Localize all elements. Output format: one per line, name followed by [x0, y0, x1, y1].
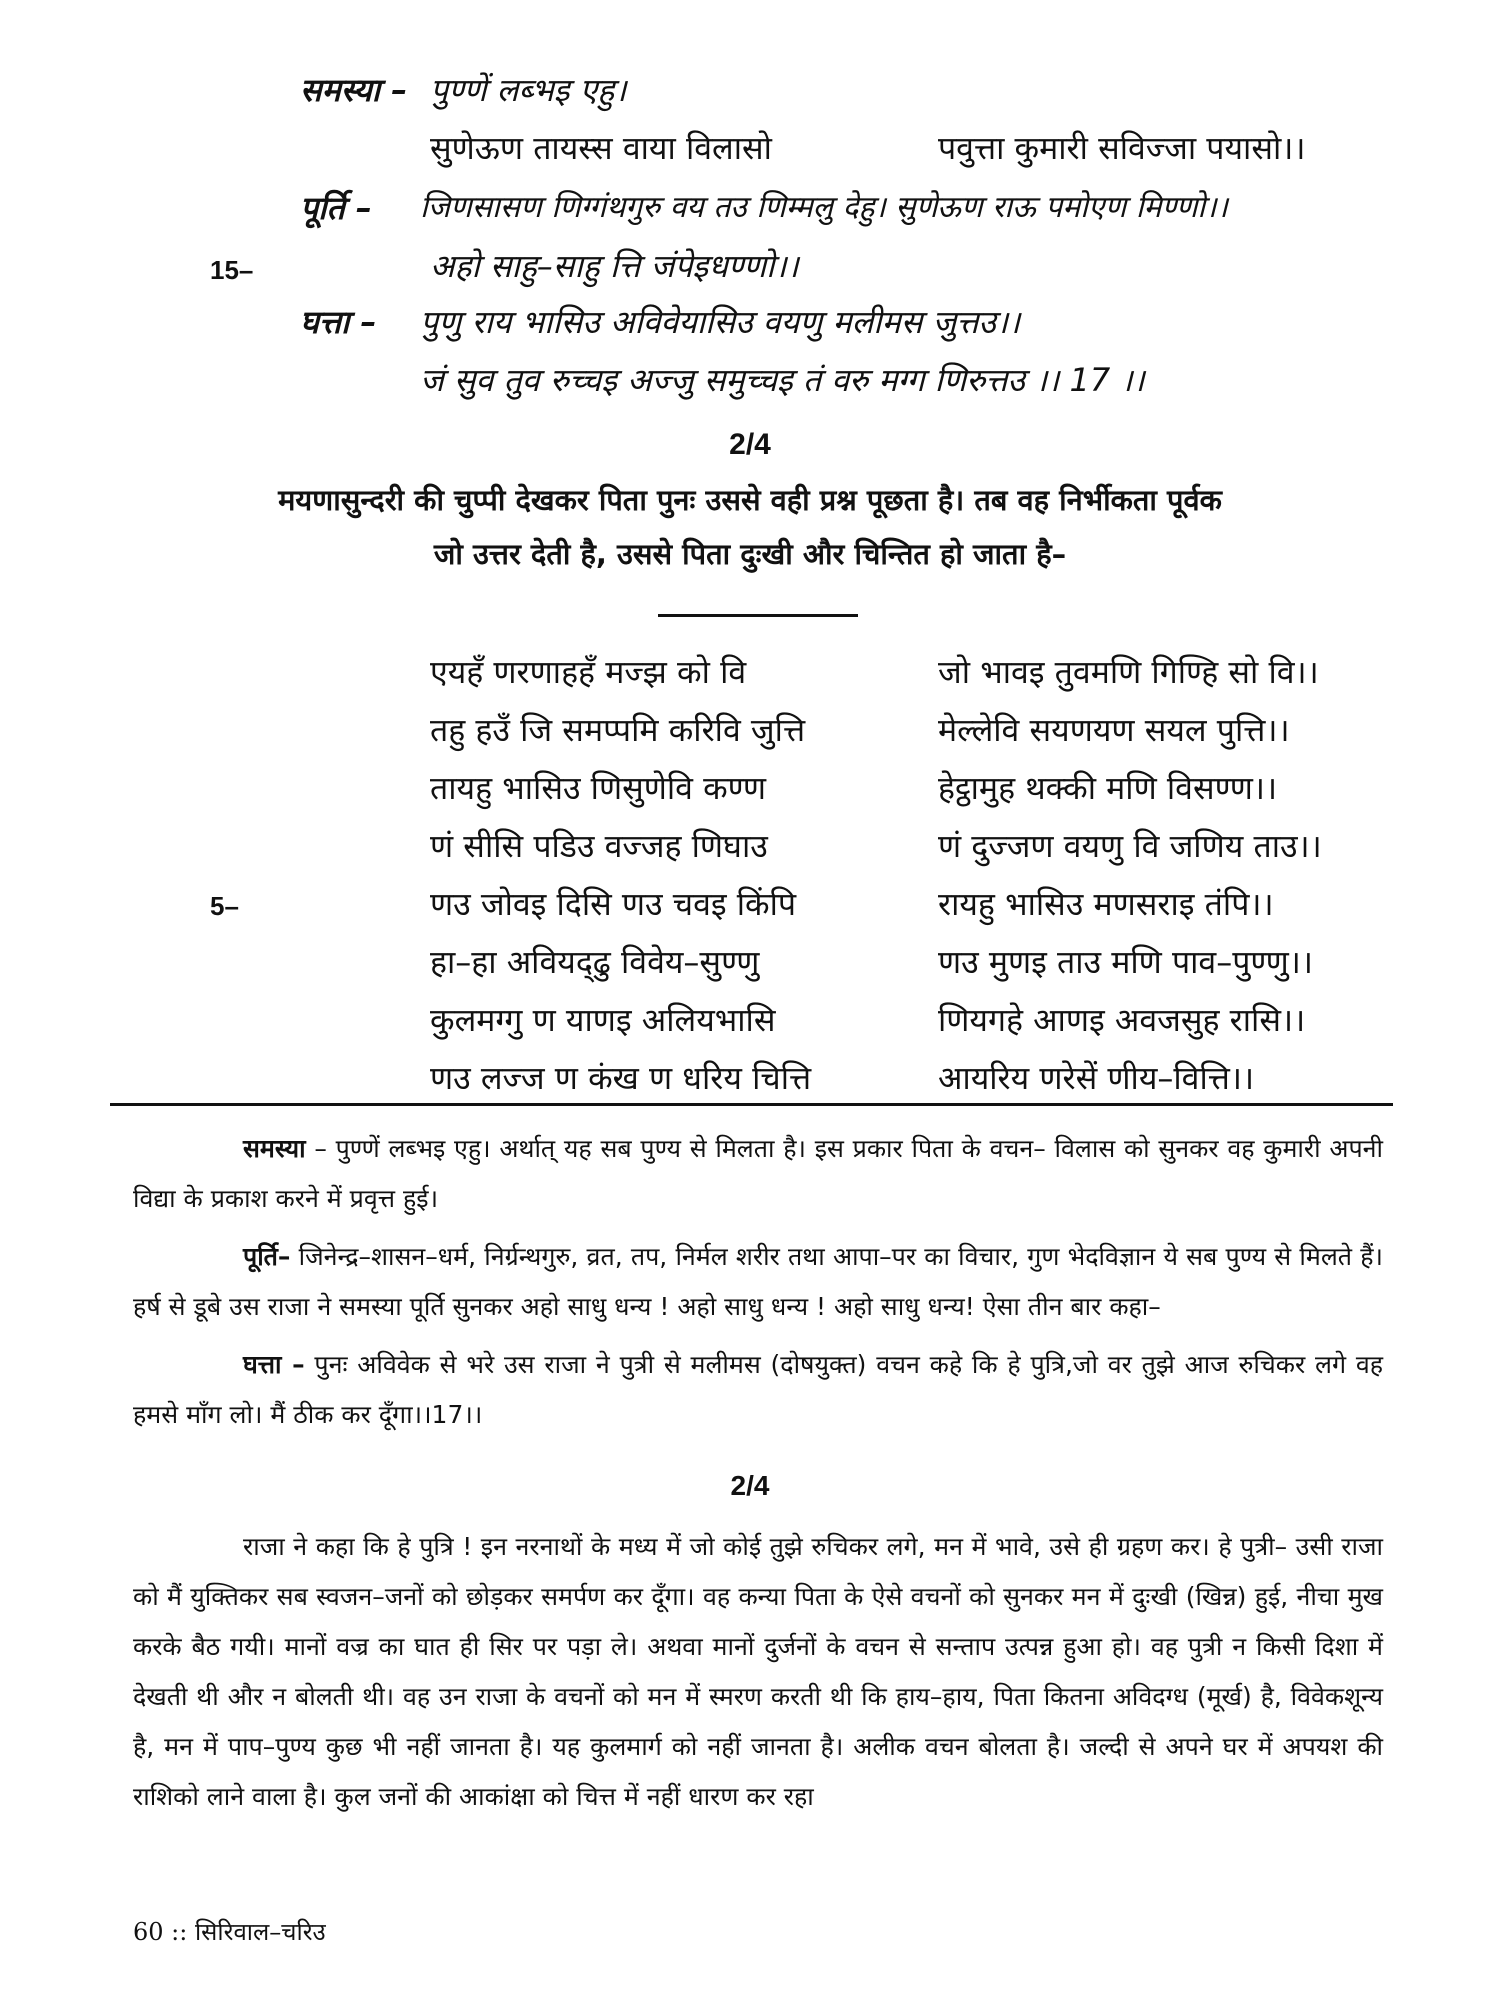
section-number: 2/4: [729, 428, 771, 461]
page-footer: 60 :: सिरिवाल–चरिउ: [133, 1918, 326, 1946]
divider: [658, 614, 858, 617]
verse-right: मेल्लेवि सयणयण सयल पुत्ति।।: [938, 711, 1290, 749]
verse-line-right: पवुत्ता कुमारी सविज्जा पयासो।।: [938, 129, 1306, 167]
verse-right: जो भावइ तुवमणि गिण्हि सो वि।।: [938, 653, 1319, 691]
verse-right: णियगहे आणइ अवजसुह रासि।।: [938, 1001, 1306, 1039]
line-number: 15–: [210, 255, 254, 285]
verse-right: हेट्ठामुह थक्की मणि विसण्ण।।: [938, 769, 1278, 807]
verse-left: णं सीसि पडिउ वज्जह णिघाउ: [430, 827, 768, 865]
verse-right: रायहु भासिउ मणसराइ तंपि।।: [938, 885, 1274, 923]
verse-line-left: सुणेऊण तायस्स वाया विलासो: [430, 129, 772, 167]
ghatta-term: घत्ता –: [243, 1350, 305, 1379]
ghatta-explanation: पुनः अविवेक से भरे उस राजा ने पुत्री से मलीमस (दोषयुक्त) वचन कहे कि हे पुत्रि,जो वर तुझे आज रुचिकर लगे वह हमसे माँग लो। मैं ठीक कर दूँगा।।17।।: [133, 1350, 1384, 1429]
translation-text: राजा ने कहा कि हे पुत्रि ! इन नरनाथों के मध्य में जो कोई तुझे रुचिकर लगे, मन में भावे, उसे ही ग्रहण कर। हे पुत्री– उसी राजा को मैं युक्तिकर सब स्वजन–जनों को छोड़कर समर्पण कर दूँगा। वह कन्या पिता के ऐसे वचनों को सुनकर मन में दुःखी (खिन्न) हुई, नीचा मुख करके बैठ गयी। मानों वज्र का घात ही सिर पर पड़ा ले। अथवा मानों दुर्जनों के वचन से सन्ताप उत्पन्न हुआ हो। वह पुत्री न किसी दिशा में देखती थी और न बोलती थी। वह उन राजा के वचनों को मन में स्मरण करती थी कि हाय–हाय, पिता कितना अविदग्ध (मूर्ख) है, विवेकशून्य है, मन में पाप–पुण्य कुछ भी नहीं जानता है। यह कुलमार्ग को नहीं जानता है। अलीक वचन बोलता है। जल्दी से अपने घर में अपयश की राशिको लाने वाला है। कुल जनों की आकांक्षा को चित्त में नहीं धारण कर रहा: [133, 1532, 1383, 1811]
translation-paragraph: [133, 1522, 1383, 1822]
commentary-samasya: [133, 1124, 1383, 1224]
commentary-purti: [133, 1232, 1383, 1332]
section-summary-line2: जो उत्तर देती है, उससे पिता दुःखी और चिन्तित हो जाता है–: [433, 537, 1067, 571]
verse-left: णउ लज्ज ण कंख ण धरिय चित्ति: [430, 1059, 812, 1097]
samasya-label: समस्या –: [300, 71, 408, 109]
separator-line: [110, 1103, 1393, 1106]
verse-right: णउ मुणइ ताउ मणि पाव–पुण्णु।।: [938, 943, 1313, 981]
ghatta-label: घत्ता –: [300, 303, 377, 341]
ghatta-verse: पुणु राय भासिउ अविवेयासिउ वयणु मलीमस जुत्तउ।।: [420, 303, 1021, 341]
section-number-2: 2/4: [730, 1470, 770, 1501]
verse-line: अहो साहु–साहु त्ति जंपेइधण्णो।।: [430, 247, 799, 285]
section-summary-line1: मयणासुन्दरी की चुप्पी देखकर पिता पुनः उससे वही प्रश्न पूछता है। तब वह निर्भीकता पूर्वक: [278, 483, 1222, 517]
samasya-verse: पुण्णें लब्भइ एहु।: [430, 71, 627, 109]
verse-left: णउ जोवइ दिसि णउ चवइ किंपि: [430, 885, 797, 923]
samasya-term: समस्या: [243, 1134, 306, 1163]
verse-left: हा–हा अवियद्ढु विवेय–सुण्णु: [430, 943, 760, 981]
verse-left: एयहँ णरणाहहँ मज्झ को वि: [430, 653, 747, 691]
verse-right: आयरिय णरेसें णीय–वित्ति।।: [938, 1059, 1255, 1097]
purti-term: पूर्ति–: [243, 1242, 291, 1271]
ghatta-verse-line2: जं सुव तुव रुच्चइ अज्जु समुच्चइ तं वरु मग्ग णिरुत्तउ ।। 17 ।।: [420, 361, 1145, 399]
purti-verse: जिणसासण णिग्गंथगुरु वय तउ णिम्मलु देहु। सुणेऊण राऊ पमोएण मिण्णो।।: [420, 190, 1228, 225]
verse-left: तहु हउँ जि समप्पमि करिवि जुत्ति: [430, 711, 806, 749]
purti-explanation: जिनेन्द्र–शासन–धर्म, निर्ग्रन्थगुरु, व्रत, तप, निर्मल शरीर तथा आपा–पर का विचार, गुण भेदविज्ञान ये सब पुण्य से मिलते हैं। हर्ष से डूबे उस राजा ने समस्या पूर्ति सुनकर अहो साधु धन्य ! अहो साधु धन्य ! अहो साधु धन्य! ऐसा तीन बार कहा–: [133, 1242, 1383, 1321]
purti-label: पूर्ति –: [300, 189, 372, 227]
line-number: 5–: [210, 891, 239, 921]
verse-left: कुलमग्गु ण याणइ अलियभासि: [430, 1001, 776, 1039]
verse-right: णं दुज्जण वयणु वि जणिय ताउ।।: [938, 827, 1322, 865]
samasya-explanation: – पुण्णें लब्भइ एहु। अर्थात् यह सब पुण्य से मिलता है। इस प्रकार पिता के वचन– विलास को सुनकर वह कुमारी अपनी विद्या के प्रकाश करने में प्रवृत्त हुई।: [133, 1134, 1383, 1213]
verse-left: तायहु भासिउ णिसुणेवि कण्ण: [430, 769, 767, 807]
commentary-ghatta: [133, 1340, 1383, 1440]
